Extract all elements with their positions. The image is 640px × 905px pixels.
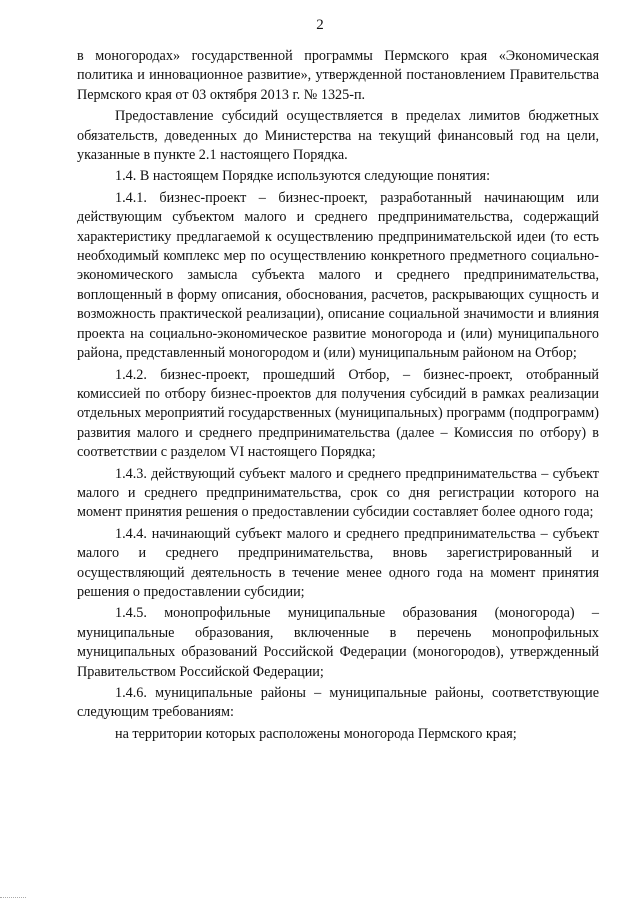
paragraph-definition-1-4-3: 1.4.3. действующий субъект малого и среднего предпринимательства – субъект малого и среднего предпринимательства, срок со дня регистрации которого на момент принятия решения о предоставлении субсидии составляет более одного года; (77, 465, 599, 521)
paragraph-requirement-monotowns: на территории которых расположены моногорода Пермского края; (115, 725, 517, 742)
document-body (77, 47, 599, 746)
paragraph-definitions-intro: 1.4. В настоящем Порядке используются следующие понятия: (115, 168, 491, 185)
scan-edge-mark (0, 897, 26, 901)
page-number: 2 (316, 17, 324, 33)
paragraph-definition-1-4-2: 1.4.2. бизнес-проект, прошедший Отбор, – бизнес-проект, отобранный комиссией по отбору бизнес-проектов для получения субсидий в рамках реализации отдельных мероприятий государственных (муниципальных) программ (подпрограмм) развития малого и среднего предпринимательства (далее – Комиссия по отбору) в соответствии с разделом VI настоящего Порядка; (77, 366, 599, 461)
paragraph-definition-1-4-1: 1.4.1. бизнес-проект – бизнес-проект, разработанный начинающим или действующим субъектом малого и среднего предпринимательства, содержащий характеристику предлагаемой к осуществлению предпринимательской идеи (то есть необходимый комплекс мер по осуществлению конкретного предметного социально-экономического замысла субъекта малого и среднего предпринимательства, воплощенный в форму описания, обоснования, расчетов, раскрывающих сущность и возможность практической реализации), описание социальной значимости и влияния проекта на социально-экономическое развитие моногорода и (или) муниципального района, представленный моногородом и (или) муниципальным районом на Отбор; (77, 189, 599, 362)
paragraph-definition-1-4-4: 1.4.4. начинающий субъект малого и среднего предпринимательства – субъект малого и среднего предпринимательства, вновь зарегистрированный и осуществляющий деятельность в течение менее одного года на момент принятия решения о предоставлении субсидии; (77, 525, 599, 600)
paragraph-program-reference: в моногородах» государственной программы Пермского края «Экономическая политика и инновационное развитие», утвержденной постановлением Правительства Пермского края от 03 октября 2013 г. № 1325-п. (77, 48, 599, 103)
paragraph-definition-1-4-6: 1.4.6. муниципальные районы – муниципальные районы, соответствующие следующим требованиям: (77, 685, 599, 721)
paragraph-definition-1-4-5: 1.4.5. монопрофильные муниципальные образования (моногорода) – муниципальные образования, включенные в перечень монопрофильных муниципальных образований Российской Федерации (моногородов), утвержденный Правительством Российской Федерации; (77, 605, 599, 680)
paragraph-subsidy-limits: Предоставление субсидий осуществляется в пределах лимитов бюджетных обязательств, доведенных до Министерства на текущий финансовый год на цели, указанные в пункте 2.1 настоящего Порядка. (77, 108, 599, 164)
